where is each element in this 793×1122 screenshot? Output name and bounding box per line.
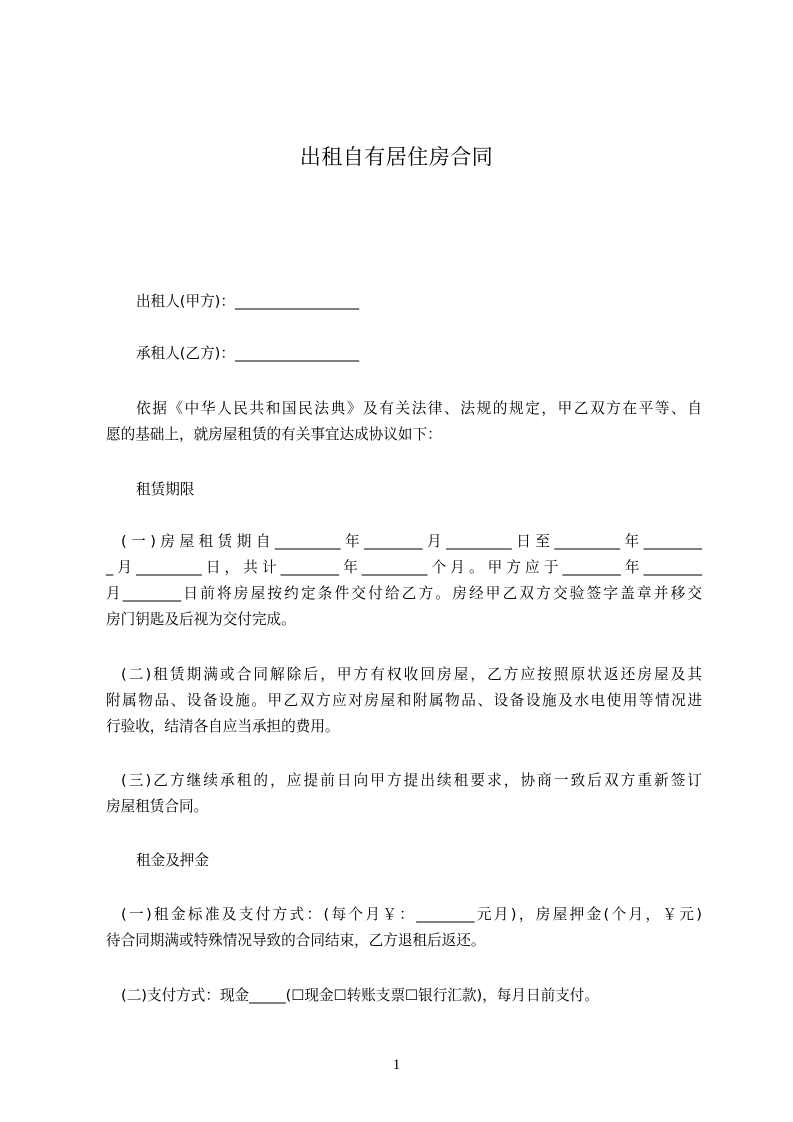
lessee-line: 承租人(乙方)：_________________ bbox=[136, 345, 359, 362]
lease-term-clause-3-line-2: 房屋租赁合同。 bbox=[106, 798, 209, 815]
rent-deposit-clause-1-line-1: (一)租金标准及支付方式：(每个月￥：________元月)，房屋押金(个月，￥元) bbox=[121, 906, 702, 923]
lessor-line: 出租人(甲方)：_________________ bbox=[136, 293, 359, 310]
intro-line-2: 愿的基础上，就房屋租赁的有关事宜达成协议如下： bbox=[106, 426, 442, 443]
lease-term-clause-1-line-4: 房门钥匙及后视为交付完成。 bbox=[106, 611, 296, 628]
lease-term-clause-2-line-1: (二)租赁期满或合同解除后，甲方有权收回房屋，乙方应按照原状返还房屋及其 bbox=[121, 666, 702, 683]
lease-term-clause-3-line-1: (三)乙方继续承租的，应提前日向甲方提出续租要求，协商一致后双方重新签订 bbox=[121, 772, 702, 789]
rent-deposit-clause-1-line-2: 待合同期满或特殊情况导致的合同结束，乙方退租后返还。 bbox=[106, 932, 486, 949]
intro-line-1: 依据《中华人民共和国民法典》及有关法律、法规的规定，甲乙双方在平等、自 bbox=[136, 400, 702, 417]
lease-term-clause-1-line-3: 月________日前将房屋按约定条件交付给乙方。房经甲乙双方交验签字盖章并移交 bbox=[106, 585, 702, 602]
lease-term-clause-1-line-2: _月_________日，共计________年_________个月。甲方应于________年________ bbox=[106, 559, 702, 576]
lease-term-clause-1-line-1: (一)房屋租赁期自_________年________月_________日至_________年________ bbox=[121, 533, 702, 550]
page-number: 1 bbox=[392, 1057, 401, 1073]
section-heading-rent-deposit: 租金及押金 bbox=[136, 852, 209, 869]
lease-term-clause-2-line-2: 附属物品、设备设施。甲乙双方应对房屋和附属物品、设备设施及水电使用等情况进 bbox=[106, 692, 702, 709]
lease-term-clause-2-line-3: 行验收，结清各自应当承担的费用。 bbox=[106, 718, 340, 735]
section-heading-lease-term: 租赁期限 bbox=[136, 481, 195, 498]
rent-deposit-clause-2-line-1: (二)支付方式：现金_____(☐现金☐转账支票☐银行汇款)，每月日前支付。 bbox=[121, 987, 599, 1004]
document-title: 出租自有居住房合同 bbox=[299, 145, 494, 169]
